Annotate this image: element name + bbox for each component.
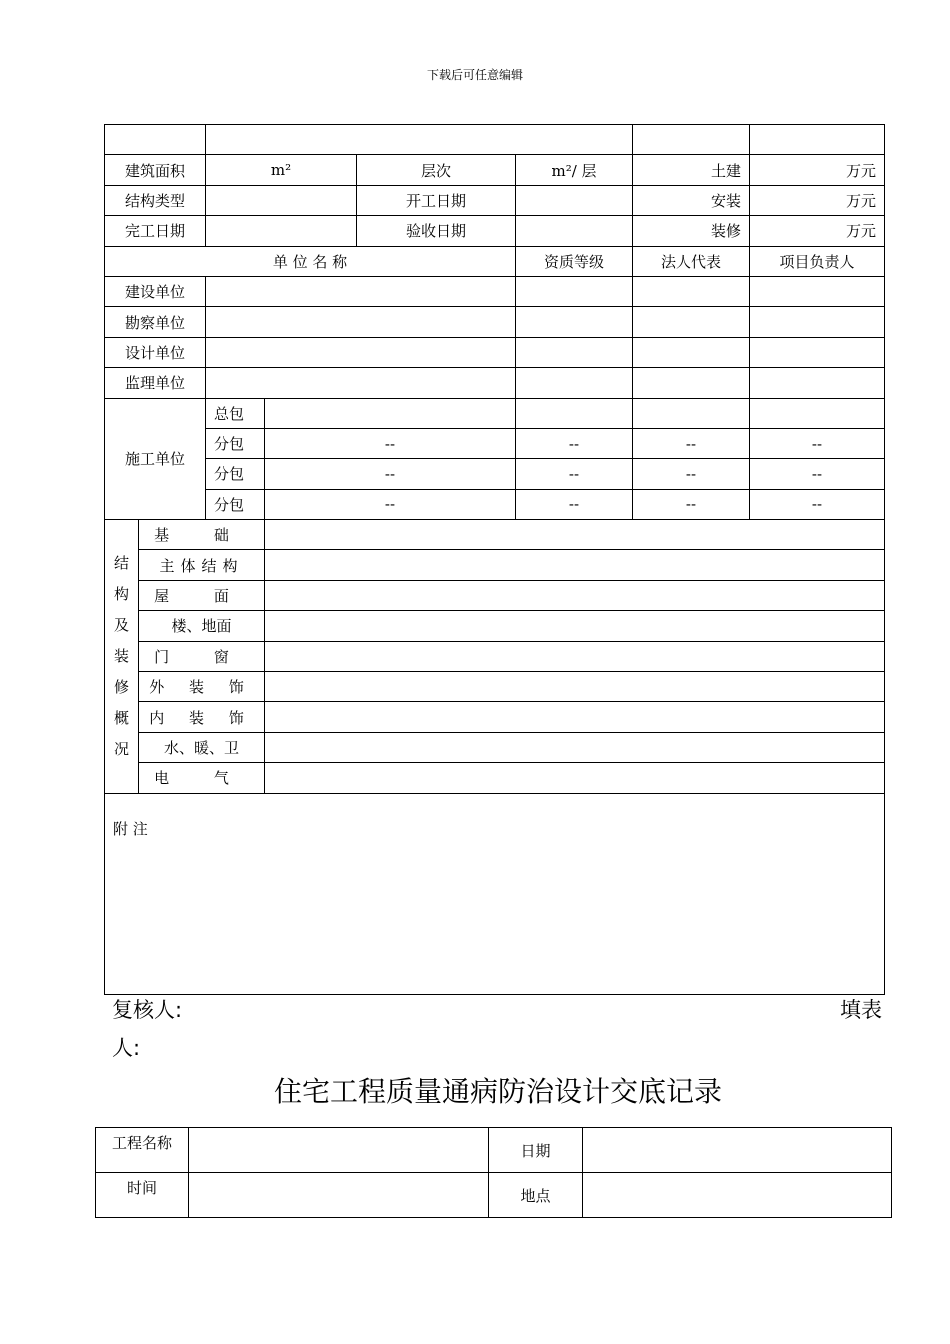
time-label: 时间: [96, 1173, 189, 1218]
overview-char: 况: [113, 739, 129, 758]
header-note: 下载后可任意编辑: [426, 68, 523, 82]
qualification-header: 资质等级: [516, 246, 633, 276]
contractor-name-cell[interactable]: [265, 398, 516, 428]
table-row-overview: [105, 641, 885, 671]
contractor-name-cell[interactable]: --: [265, 489, 516, 519]
unit-name-cell[interactable]: [206, 276, 516, 306]
table-row-completion: [105, 216, 885, 246]
civil-cost[interactable]: 万元: [750, 155, 885, 185]
overview-item-roof: 屋 面: [139, 580, 265, 610]
table-row-structure: [105, 185, 885, 215]
qualification-cell[interactable]: [516, 337, 633, 367]
table-row-subcontractor: [105, 459, 885, 489]
qualification-cell[interactable]: --: [516, 489, 633, 519]
location-value[interactable]: [583, 1173, 892, 1218]
overview-item-doors-windows: 门 窗: [139, 641, 265, 671]
acceptance-date-value[interactable]: [516, 216, 633, 246]
overview-value-cell[interactable]: [265, 641, 885, 671]
qualification-cell[interactable]: [516, 368, 633, 398]
table-row-time: [96, 1173, 892, 1218]
overview-value-cell[interactable]: [265, 550, 885, 580]
table-row-area: [105, 155, 885, 185]
unit-name-cell[interactable]: [206, 307, 516, 337]
overview-char: 及: [113, 615, 129, 634]
legal-rep-cell[interactable]: [633, 276, 750, 306]
legal-rep-cell[interactable]: [633, 337, 750, 367]
table-row-project: [96, 1128, 892, 1173]
legal-rep-header: 法人代表: [633, 246, 750, 276]
table-row-subcontractor: [105, 489, 885, 519]
structure-type-value[interactable]: [206, 185, 357, 215]
document-title: 住宅工程质量通病防治设计交底记录: [273, 1075, 722, 1108]
project-lead-header: 项目负责人: [750, 246, 885, 276]
qualification-cell[interactable]: [516, 276, 633, 306]
overview-value-cell[interactable]: [265, 672, 885, 702]
project-lead-cell[interactable]: [750, 307, 885, 337]
decoration-label: 装修: [633, 216, 750, 246]
project-name-value[interactable]: [189, 1128, 489, 1173]
area-unit[interactable]: m²: [206, 155, 357, 185]
overview-value-cell[interactable]: [265, 702, 885, 732]
start-date-label: 开工日期: [357, 185, 516, 215]
date-label: 日期: [489, 1128, 583, 1173]
title-value-cell[interactable]: [206, 125, 633, 155]
overview-item-main-structure: 主体结构: [139, 550, 265, 580]
overview-value-cell[interactable]: [265, 520, 885, 550]
qualification-cell[interactable]: [516, 307, 633, 337]
legal-rep-cell[interactable]: [633, 307, 750, 337]
note-cell[interactable]: [105, 793, 885, 994]
filler-label: 填表: [840, 998, 882, 1022]
overview-item-foundation: 基 础: [139, 520, 265, 550]
table-row-contractor: [105, 398, 885, 428]
qualification-cell[interactable]: --: [516, 459, 633, 489]
project-lead-cell[interactable]: --: [750, 489, 885, 519]
reviewer-label: 复核人:: [112, 998, 183, 1022]
general-contractor-label: 总包: [206, 398, 265, 428]
overview-vertical-label: [105, 520, 139, 794]
note-label: 附 注: [113, 819, 148, 838]
title-extra-value-cell[interactable]: [750, 125, 885, 155]
project-lead-cell[interactable]: [750, 368, 885, 398]
unit-label-supervision: 监理单位: [105, 368, 206, 398]
table-row-title: [105, 125, 885, 155]
building-area-label: 建筑面积: [105, 155, 206, 185]
overview-char: 装: [113, 646, 129, 665]
unit-label-design: 设计单位: [105, 337, 206, 367]
overview-char: 结: [113, 553, 129, 572]
table-row-overview: [105, 763, 885, 793]
project-lead-cell[interactable]: --: [750, 428, 885, 458]
completion-date-value[interactable]: [206, 216, 357, 246]
filler-label-continued: 人:: [112, 1036, 141, 1060]
subcontractor-label: 分包: [206, 428, 265, 458]
project-lead-cell[interactable]: --: [750, 459, 885, 489]
unit-label-owner: 建设单位: [105, 276, 206, 306]
table-row-unit: [105, 337, 885, 367]
overview-item-floor: 楼、地面: [139, 611, 265, 641]
date-value[interactable]: [583, 1128, 892, 1173]
qualification-cell[interactable]: --: [516, 428, 633, 458]
table-row-note: [105, 793, 885, 994]
title-label-cell[interactable]: [105, 125, 206, 155]
layer-label: 层次: [357, 155, 516, 185]
unit-name-cell[interactable]: [206, 337, 516, 367]
title-extra-cell[interactable]: [633, 125, 750, 155]
contractor-name-cell[interactable]: --: [265, 459, 516, 489]
subcontractor-label: 分包: [206, 489, 265, 519]
contractor-name-cell[interactable]: --: [265, 428, 516, 458]
qualification-cell[interactable]: [516, 398, 633, 428]
project-info-table: [104, 124, 885, 995]
time-value[interactable]: [189, 1173, 489, 1218]
overview-char: 修: [113, 677, 129, 696]
table-row-unit: [105, 307, 885, 337]
overview-item-interior-decoration: 内 装 饰: [139, 702, 265, 732]
table-row-units-header: [105, 246, 885, 276]
unit-label-survey: 勘察单位: [105, 307, 206, 337]
table-row-overview: [105, 732, 885, 762]
legal-rep-cell[interactable]: --: [633, 489, 750, 519]
location-label: 地点: [489, 1173, 583, 1218]
overview-value-cell[interactable]: [265, 732, 885, 762]
table-row-unit: [105, 368, 885, 398]
completion-date-label: 完工日期: [105, 216, 206, 246]
acceptance-date-label: 验收日期: [357, 216, 516, 246]
install-cost[interactable]: 万元: [750, 185, 885, 215]
table-row-overview: [105, 550, 885, 580]
unit-name-header: 单 位 名 称: [105, 246, 516, 276]
civil-label: 土建: [633, 155, 750, 185]
table-row-overview: [105, 702, 885, 732]
legal-rep-cell[interactable]: [633, 398, 750, 428]
table-row-overview: [105, 672, 885, 702]
overview-item-plumbing: 水、暖、卫: [139, 732, 265, 762]
overview-char: 概: [113, 708, 129, 727]
disclosure-record-table: [95, 1127, 892, 1218]
table-row-unit: [105, 276, 885, 306]
unit-name-cell[interactable]: [206, 368, 516, 398]
subcontractor-label: 分包: [206, 459, 265, 489]
legal-rep-cell[interactable]: --: [633, 459, 750, 489]
project-lead-cell[interactable]: [750, 337, 885, 367]
construction-unit-label: 施工单位: [105, 398, 206, 520]
structure-type-label: 结构类型: [105, 185, 206, 215]
table-row-overview: [105, 580, 885, 610]
table-row-overview: [105, 520, 885, 550]
overview-value-cell[interactable]: [265, 580, 885, 610]
overview-value-cell[interactable]: [265, 763, 885, 793]
overview-item-electrical: 电 气: [139, 763, 265, 793]
legal-rep-cell[interactable]: [633, 368, 750, 398]
overview-value-cell[interactable]: [265, 611, 885, 641]
project-lead-cell[interactable]: [750, 276, 885, 306]
area-per-layer-unit[interactable]: m²/ 层: [516, 155, 633, 185]
project-lead-cell[interactable]: [750, 398, 885, 428]
overview-item-exterior-decoration: 外 装 饰: [139, 672, 265, 702]
project-name-label: 工程名称: [96, 1128, 189, 1173]
table-row-overview: [105, 611, 885, 641]
install-label: 安装: [633, 185, 750, 215]
legal-rep-cell[interactable]: --: [633, 428, 750, 458]
start-date-value[interactable]: [516, 185, 633, 215]
decoration-cost[interactable]: 万元: [750, 216, 885, 246]
table-row-subcontractor: [105, 428, 885, 458]
overview-char: 构: [113, 584, 129, 603]
